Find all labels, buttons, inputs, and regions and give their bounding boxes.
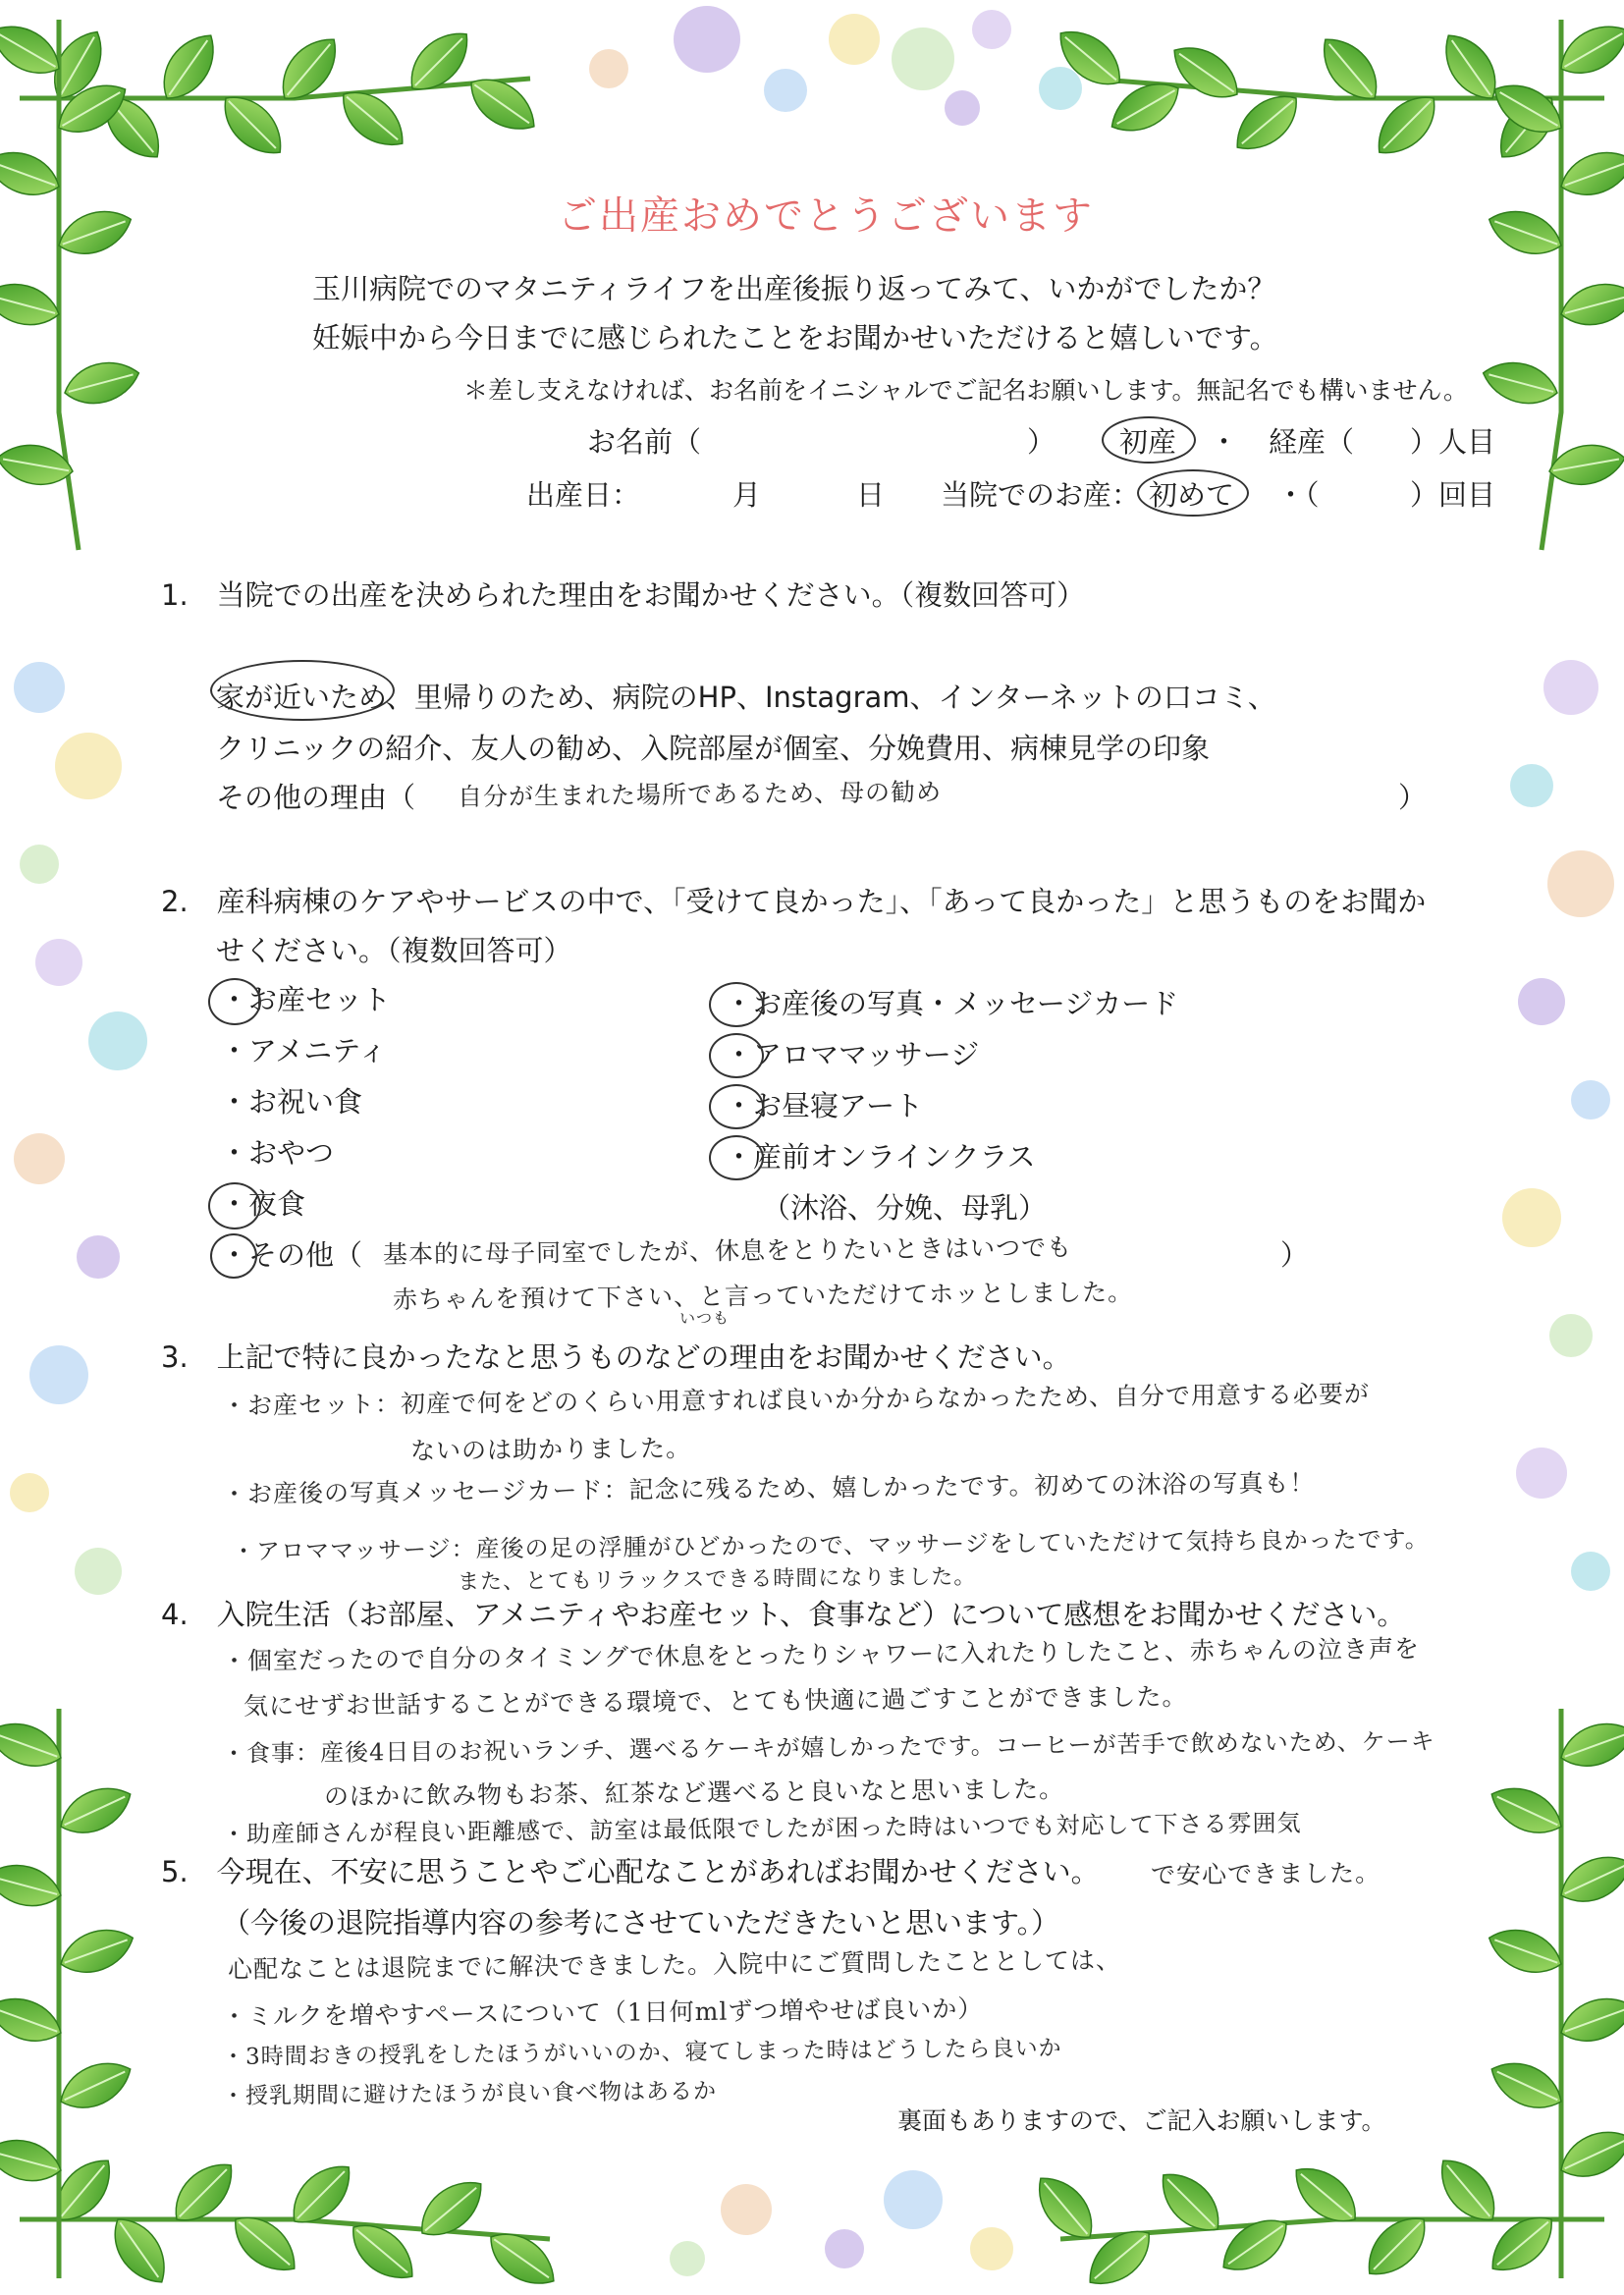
footer-note: 裏面もありますので、ご記入お願いします。: [897, 2106, 1386, 2135]
q5-answer-4: ・授乳期間に避けたほうが良い食べ物はあるか: [221, 2078, 718, 2109]
q2-other-close: ）: [1280, 1238, 1310, 1272]
q2-mark-right-1: [709, 982, 764, 1027]
q4-answer-6: で安心できました。: [1150, 1858, 1381, 1889]
q2-other-label: ・その他（: [220, 1238, 363, 1272]
q4-answer-3: ・食事：産後4日目のお祝いランチ、選べるケーキが嬉しかったです。コーヒーが苦手で飲めないため、ケーキ: [221, 1727, 1435, 1768]
q2-option-right-1: ・お産後の写真・メッセージカード: [725, 987, 1179, 1020]
q2-option-left-5: ・夜食: [220, 1187, 306, 1221]
q2-class-detail: （沐浴、分娩、母乳）: [762, 1191, 1048, 1225]
q1-question: 1. 当院での出産を決められた理由をお聞かせください。（複数回答可）: [161, 578, 1086, 612]
q4-answer-5: ・助産師さんが程良い距離感で、訪室は最低限でしたが困った時はいつでも対応して下さる雰囲気: [221, 1809, 1302, 1848]
q2-mark-left-5: [208, 1182, 261, 1229]
q5-answer-2: ・ミルクを増やすペースについて（1日何mlずつ増やせば良いか）: [221, 1994, 984, 2031]
q1-other-answer: 自分が生まれた場所であるため、母の勧め: [457, 777, 943, 811]
q2-question-line-2: せください。（複数回答可）: [216, 934, 572, 967]
birth-day: 日: [856, 478, 886, 512]
q4-answer-4: のほかに飲み物もお茶、紅茶など選べると良いなと思いました。: [323, 1775, 1065, 1811]
q2-mark-other: [210, 1233, 257, 1279]
q3-answer-5: また、とてもリラックスできる時間になりました。: [457, 1564, 977, 1595]
q5-subtext: （今後の退院指導内容の参考にさせていただきたいと思います。）: [222, 1906, 1060, 1940]
q1-other-close: ）: [1398, 781, 1428, 814]
first-time-option: 初めて: [1149, 478, 1235, 512]
q3-answer-3: ・お産後の写真メッセージカード：記念に残るため、嬉しかったです。初めての沐浴の写真も！: [221, 1468, 1316, 1508]
q1-selected-circle-mark: [210, 660, 395, 721]
q4-answer-1: ・個室だったので自分のタイミングで休息をとったりシャワーに入れたりしたこと、赤ちゃんの泣き声を: [221, 1634, 1421, 1675]
q2-option-left-4: ・おやつ: [220, 1136, 335, 1170]
q1-other-label: その他の理由（: [216, 781, 416, 814]
q2-option-left-3: ・お祝い食: [220, 1085, 363, 1119]
times-open: ・（: [1276, 478, 1320, 512]
q2-mark-left-1: [208, 978, 261, 1025]
q5-question: 5. 今現在、不安に思うことやご心配なことがあればお聞かせください。: [161, 1855, 1100, 1888]
q2-option-left-1: ・お産セット: [220, 983, 392, 1016]
hospital-birth-label: 当院でのお産：: [941, 478, 1141, 512]
q1-options-line-2: クリニックの紹介、友人の勧め、入院部屋が個室、分娩費用、病棟見学の印象: [216, 732, 1211, 765]
intro-line-1: 玉川病院でのマタニティライフを出産後振り返ってみて、いかがでしたか？: [312, 272, 1276, 305]
q3-question: 3. 上記で特に良かったなと思うものなどの理由をお聞かせください。: [161, 1340, 1071, 1374]
q2-mark-right-3: [709, 1084, 764, 1129]
q2-other-answer-line-2: 赤ちゃんを預けて下さい、と言っていただけてホッとしました。: [392, 1278, 1134, 1314]
q1-options-line-1: 家が近いため、里帰りのため、病院のHP、Instagram、インターネットの口コミ、: [216, 681, 1276, 714]
page-title: ご出産おめでとうございます: [558, 193, 1094, 239]
primipara-separator: ・: [1210, 425, 1239, 459]
q3-answer-1: ・お産セット：初産で何をどのくらい用意すれば良いか分からなかったため、自分で用意する必要が: [221, 1379, 1371, 1420]
q2-mark-right-4: [709, 1135, 764, 1180]
q5-answer-3: ・3時間おきの授乳をしたほうがいいのか、寝てしまった時はどうしたら良いか: [221, 2036, 1062, 2070]
name-close: ）: [1027, 425, 1056, 459]
primipara-circle-mark: [1102, 416, 1196, 464]
times-unit: ）回目: [1410, 478, 1496, 512]
primipara-option: 初産: [1119, 425, 1177, 459]
q2-option-left-2: ・アメニティ: [220, 1034, 387, 1067]
q2-option-right-2: ・アロママッサージ: [725, 1038, 980, 1071]
q2-option-right-3: ・お昼寝アート: [725, 1089, 924, 1122]
q2-other-answer-note: いつも: [678, 1308, 731, 1328]
q2-other-answer-line-1: 基本的に母子同室でしたが、休息をとりたいときはいつでも: [382, 1232, 1073, 1269]
q2-option-right-4: ・産前オンラインクラス: [725, 1140, 1036, 1174]
q4-answer-2: 気にせずお世話することができる環境で、とても快適に過ごすことができました。: [243, 1681, 1188, 1721]
q3-answer-4: ・アロママッサージ：産後の足の浮腫がひどかったので、マッサージをしていただけて気持ち良かったです。: [231, 1525, 1430, 1565]
birth-date-label: 出産日：: [526, 478, 641, 512]
q2-mark-right-2: [709, 1033, 764, 1078]
multipara-label: 経産（: [1269, 425, 1355, 459]
q3-answer-2: ないのは助かりました。: [409, 1434, 692, 1465]
q5-answer-1: 心配なことは退院までに解決できました。入院中にご質問したこととしては、: [227, 1945, 1122, 1984]
multipara-unit: ）人目: [1410, 425, 1496, 459]
name-label: お名前（: [587, 425, 702, 459]
anonymity-note: ＊差し支えなければ、お名前をイニシャルでご記名お願いします。無記名でも構いません。: [463, 376, 1469, 405]
intro-line-2: 妊娠中から今日までに感じられたことをお聞かせいただけると嬉しいです。: [312, 321, 1278, 355]
q4-question: 4. 入院生活（お部屋、アメニティやお産セット、食事など）について感想をお聞かせください。: [161, 1598, 1406, 1631]
first-time-circle-mark: [1137, 469, 1249, 517]
birth-month: 月: [732, 478, 762, 512]
q2-question-line-1: 2. 産科病棟のケアやサービスの中で、「受けて良かった」、「あって良かった」と思うものをお聞か: [161, 885, 1427, 918]
